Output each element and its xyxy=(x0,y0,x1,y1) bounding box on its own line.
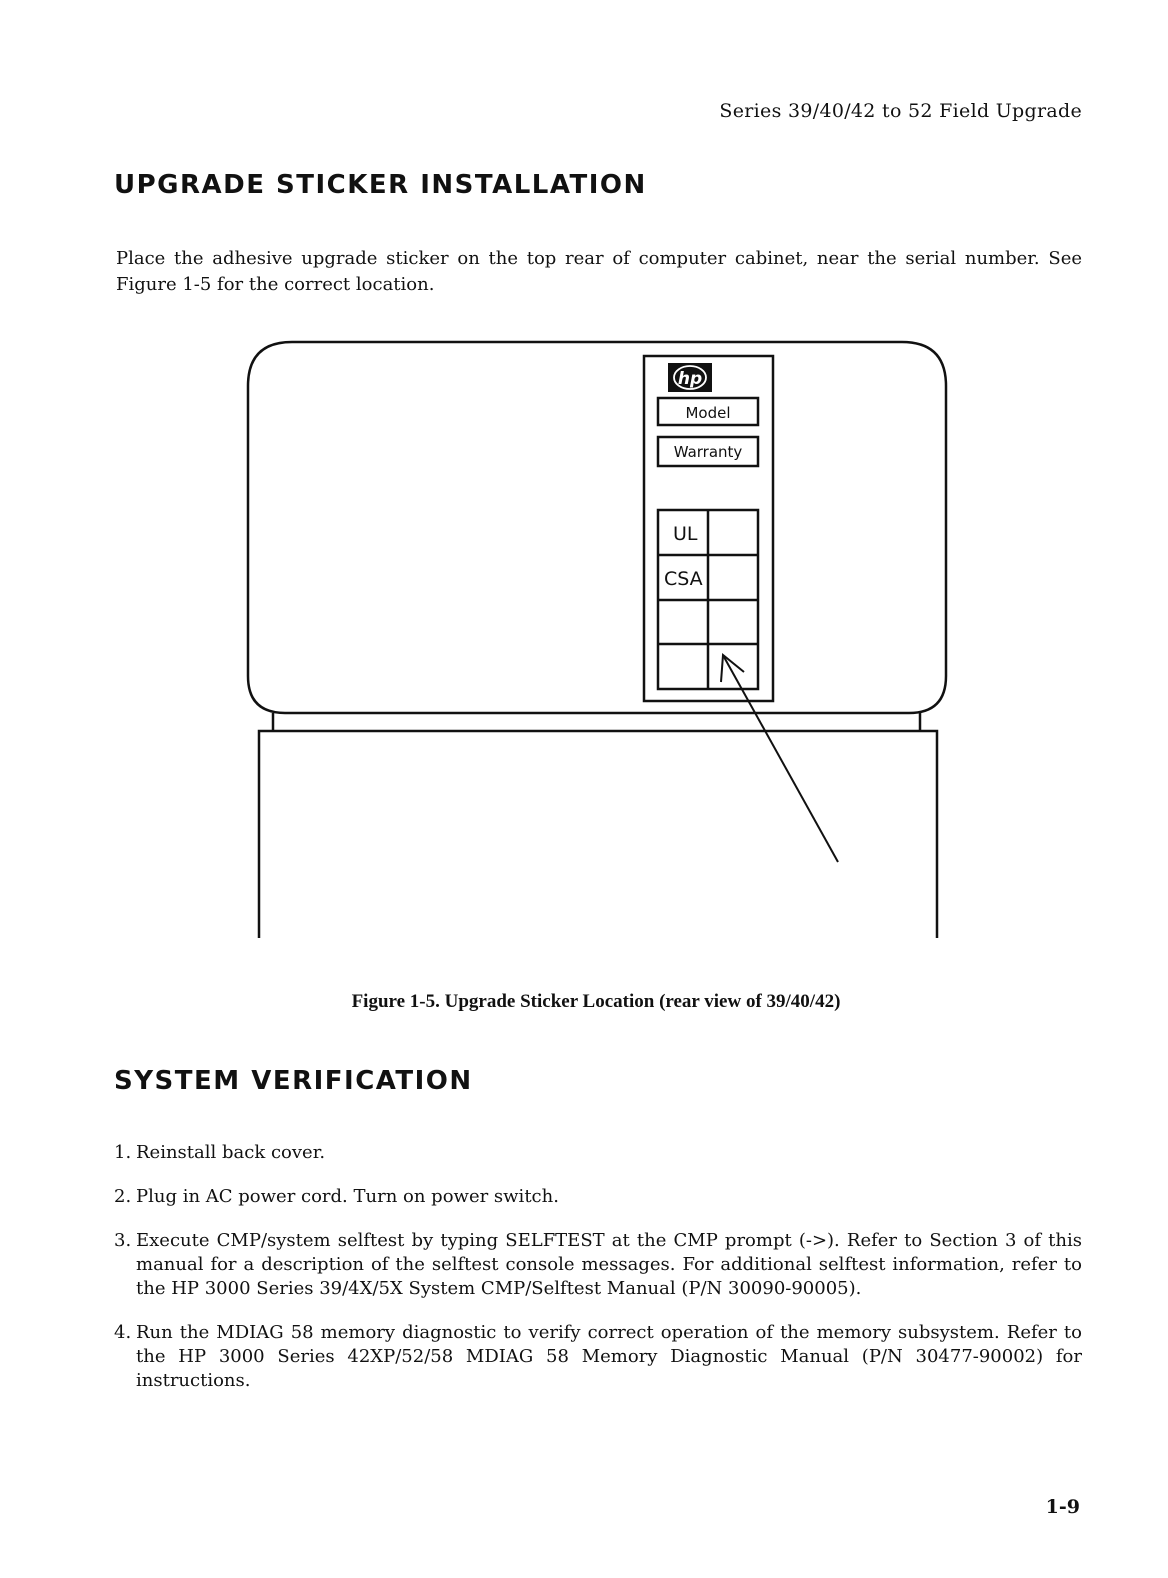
list-item xyxy=(116,1185,1082,1209)
section-heading-verification: SYSTEM VERIFICATION xyxy=(114,1066,473,1096)
step-text: Execute CMP/system selftest by typing SELFTEST at the CMP prompt (->). Refer to Section 3 of this manual for a description of the selftest console messages. For additional selftest information, refer to the HP 3000 Series 39/4X/5X System CMP/Selftest Manual (P/N 30090-90005). xyxy=(136,1230,1082,1299)
arrow-line xyxy=(724,657,838,862)
step-text: Reinstall back cover. xyxy=(136,1142,326,1163)
step-number: 3. xyxy=(114,1230,132,1251)
step-number: 1. xyxy=(114,1142,132,1163)
step-text: Run the MDIAG 58 memory diagnostic to verify correct operation of the memory subsystem. Refer to the HP 3000 Series 42XP/52/58 MDIAG 58 Memory Diagnostic Manual (P/N 30477-90002) for instructions. xyxy=(136,1322,1082,1391)
hp-logo-text: hp xyxy=(677,369,703,389)
verification-steps xyxy=(116,1141,1082,1413)
list-item xyxy=(116,1321,1082,1393)
list-item xyxy=(116,1229,1082,1301)
warranty-label: Warranty xyxy=(673,443,743,461)
step-text: Plug in AC power cord. Turn on power switch. xyxy=(136,1186,559,1207)
step-number: 2. xyxy=(114,1186,132,1207)
sticker-instructions: Place the adhesive upgrade sticker on the top rear of computer cabinet, near the serial number. See Figure 1-5 for the correct location. xyxy=(116,248,1082,295)
page-number: 1-9 xyxy=(1045,1496,1080,1518)
cabinet-body-outline xyxy=(259,731,937,938)
running-header: Series 39/40/42 to 52 Field Upgrade xyxy=(719,100,1082,122)
model-label: Model xyxy=(685,404,731,422)
list-item xyxy=(116,1141,1082,1165)
cert-label-csa: CSA xyxy=(664,568,703,590)
figure-caption: Figure 1-5. Upgrade Sticker Location (rear view of 39/40/42) xyxy=(351,991,841,1012)
section-heading-sticker: UPGRADE STICKER INSTALLATION xyxy=(114,170,647,200)
hp-logo xyxy=(668,363,712,392)
step-number: 4. xyxy=(114,1322,132,1343)
cabinet-top-outline xyxy=(248,342,946,713)
cert-label-ul: UL xyxy=(673,523,698,545)
